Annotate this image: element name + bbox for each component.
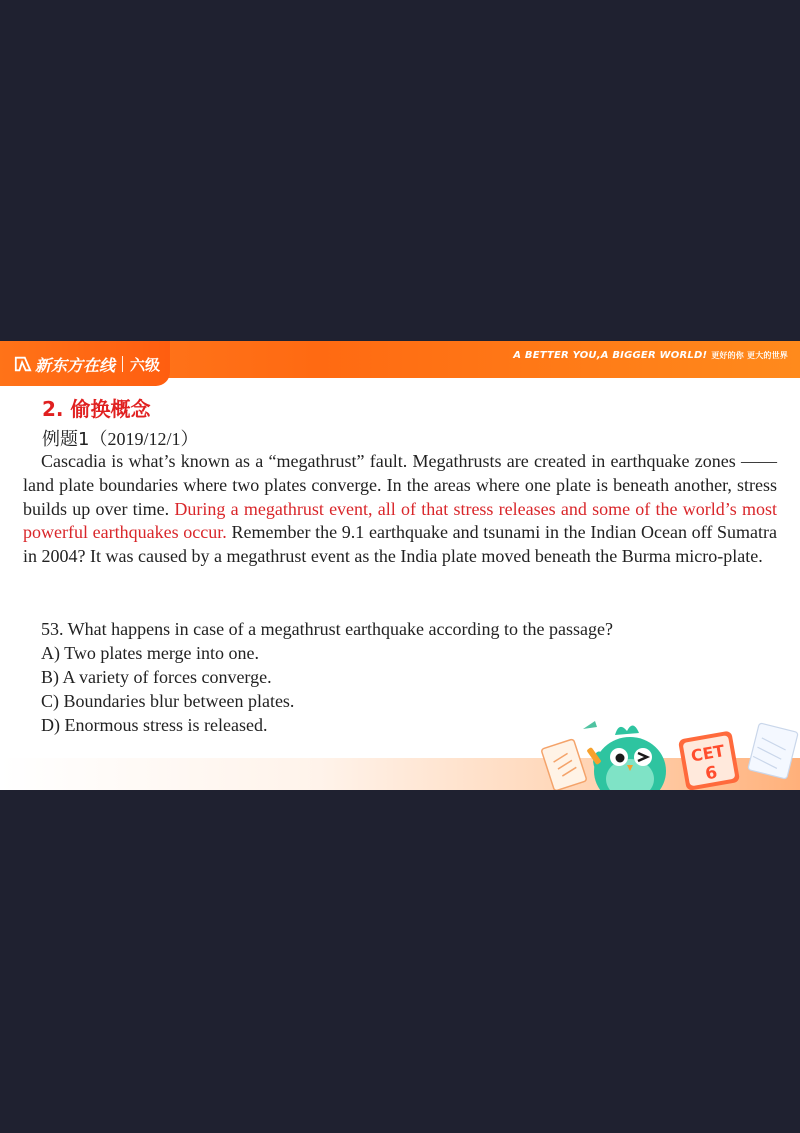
paper-left-icon bbox=[541, 739, 587, 790]
example-label: 例题1 bbox=[42, 429, 90, 450]
exam-level: 六级 bbox=[130, 355, 161, 374]
option-b: B) A variety of forces converge. bbox=[41, 667, 272, 687]
paper-right-icon bbox=[748, 723, 798, 779]
brand-separator bbox=[122, 356, 123, 372]
slogan bbox=[513, 350, 788, 361]
brand-logo-icon bbox=[14, 355, 32, 373]
example-date: （2019/12/1） bbox=[89, 429, 199, 449]
slide bbox=[0, 341, 800, 790]
leaf-icon bbox=[583, 721, 597, 729]
brand-logo bbox=[14, 353, 160, 375]
option-d: D) Enormous stress is released. bbox=[41, 715, 268, 735]
cet6-badge bbox=[678, 730, 740, 790]
option-c: C) Boundaries blur between plates. bbox=[41, 691, 295, 711]
example-heading bbox=[42, 425, 198, 451]
question-stem: 53. What happens in case of a megathrust earthquake according to the passage? bbox=[41, 619, 613, 639]
mascot-illustration bbox=[535, 719, 800, 790]
brand-name: 新东方在线 bbox=[35, 355, 116, 375]
passage-text-1: Cascadia is what’s known as a “megathrust” fault. Megathrusts are created in earthquake zones —— land plate boundaries where two plates converge. In the areas where one plate is beneath another, stress builds up over time. bbox=[23, 451, 777, 519]
question-block bbox=[41, 617, 613, 737]
bird-mascot-icon bbox=[586, 725, 666, 790]
badge-line1: CET bbox=[689, 741, 726, 766]
slogan-cn: 更好的你 更大的世界 bbox=[711, 351, 788, 360]
passage-text-2: Remember the 9.1 earthquake and tsunami in the Indian Ocean off Sumatra in 2004? It was caused by a megathrust event as the India plate moved beneath the Burma micro-plate. bbox=[23, 522, 777, 567]
passage-highlight: During a megathrust event, all of that stress releases and some of the world’s most powerful earthquakes occur. bbox=[23, 498, 777, 543]
option-a: A) Two plates merge into one. bbox=[41, 643, 260, 663]
badge-line2: 6 bbox=[703, 762, 719, 785]
slogan-en: A BETTER YOU,A BIGGER WORLD! bbox=[513, 350, 708, 361]
section-title: 2. 偷换概念 bbox=[42, 397, 151, 421]
reading-passage bbox=[23, 450, 777, 569]
